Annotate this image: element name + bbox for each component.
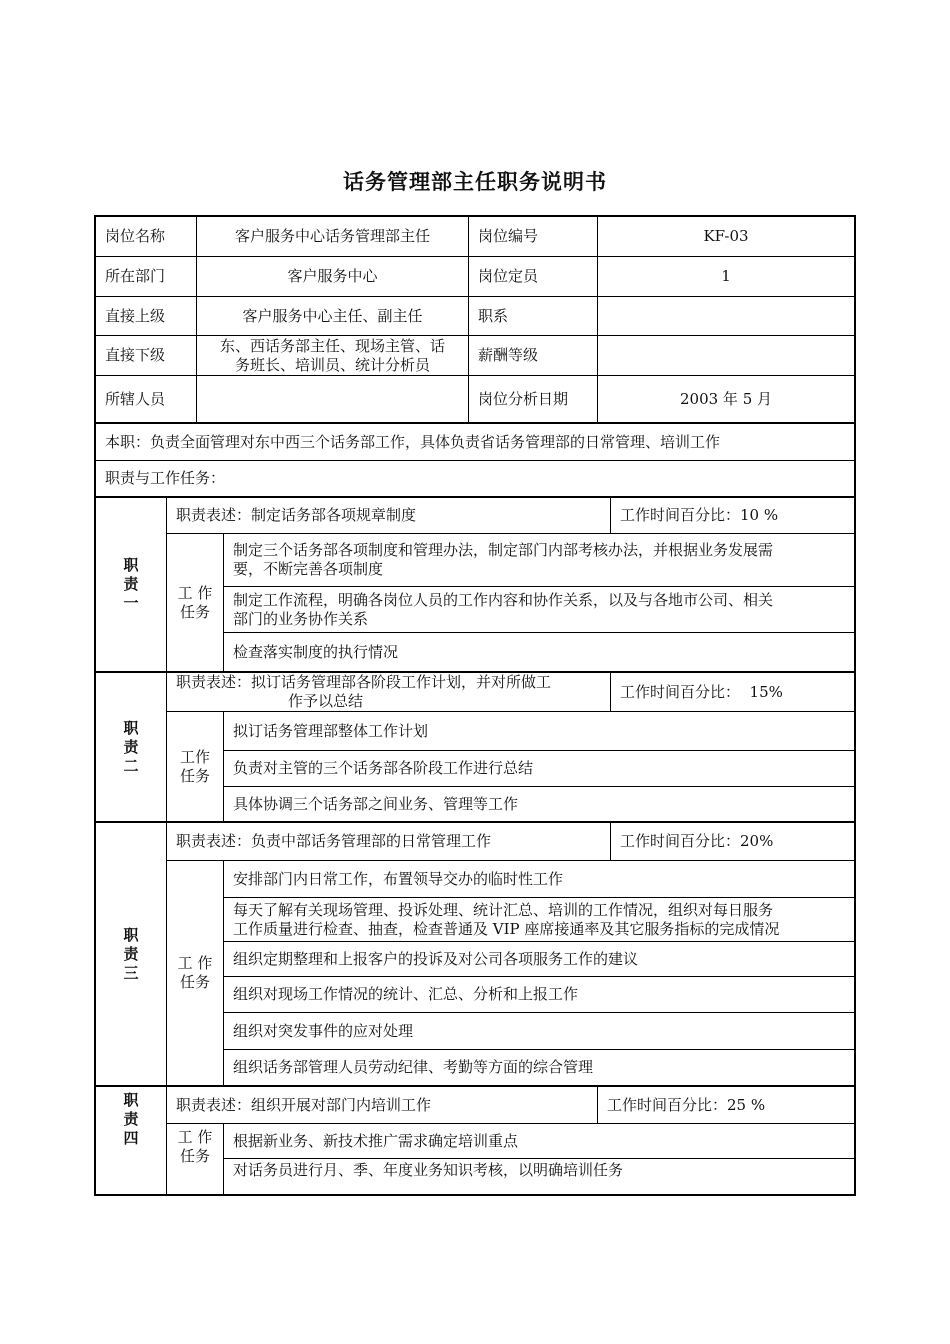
duty-2-task-3: 具体协调三个话务部之间业务、管理等工作 <box>233 794 519 813</box>
duty-3-task-label: 工 作 任务 <box>177 954 213 991</box>
value-position-name: 客户服务中心话务管理部主任 <box>234 227 430 245</box>
label-position-code: 岗位编号 <box>478 227 539 245</box>
value-salary-grade <box>598 336 854 375</box>
duty-3-desc: 职责表述：负责中部话务管理部的日常管理工作 <box>176 832 492 850</box>
duty-2-pct: 工作时间百分比： 15% <box>620 682 783 701</box>
duty-1-task-1: 制定三个话务部各项制度和管理办法，制定部门内部考核办法，并根据业务发展需 要，不断完善各项制度 <box>233 541 774 578</box>
duty-4-label: 职 责 四 <box>123 1090 139 1147</box>
duty-2-task-2: 负责对主管的三个话务部各阶段工作进行总结 <box>233 759 534 777</box>
value-subordinates <box>197 336 468 375</box>
label-headcount: 岗位定员 <box>478 267 539 285</box>
duty-2-desc: 职责表述：拟订话务管理部各阶段工作计划，并对所做工 作予以总结 <box>176 673 552 710</box>
label-department: 所在部门 <box>105 267 166 285</box>
duty-4-task-1: 根据新业务、新技术推广需求确定培训重点 <box>233 1131 519 1150</box>
value-staff <box>197 376 468 422</box>
duty-1-pct: 工作时间百分比：10 % <box>620 506 779 524</box>
duty-2-label: 职 责 二 <box>123 718 139 775</box>
subordinates-line-1: 东、西话务部主任、现场主管、话 <box>219 336 445 355</box>
duty-1-desc: 职责表述：制定话务部各项规章制度 <box>176 506 417 524</box>
duty-1-label: 职 责 一 <box>123 556 139 612</box>
duty-3-task-4: 组织对现场工作情况的统计、汇总、分析和上报工作 <box>233 985 579 1003</box>
label-staff: 所辖人员 <box>105 389 166 408</box>
value-superior: 客户服务中心主任、副主任 <box>242 306 423 325</box>
duty-4-task-2: 对话务员进行月、季、年度业务知识考核，以明确培训任务 <box>233 1161 624 1179</box>
duty-1-task-2: 制定工作流程，明确各岗位人员的工作内容和协作关系，以及与各地市公司、相关 部门的业务协作关系 <box>233 590 774 628</box>
duty-4-desc: 职责表述：组织开展对部门内培训工作 <box>176 1095 432 1114</box>
value-headcount: 1 <box>721 267 731 285</box>
value-analysis-date: 2003 年 5 月 <box>679 389 773 408</box>
page-title: 话务管理部主任职务说明书 <box>343 169 607 194</box>
label-analysis-date: 岗位分析日期 <box>478 389 569 408</box>
label-position-name: 岗位名称 <box>105 227 166 245</box>
duty-3-task-5: 组织对突发事件的应对处理 <box>233 1021 414 1040</box>
value-department: 客户服务中心 <box>287 267 378 285</box>
value-job-family <box>598 297 854 335</box>
label-superior: 直接上级 <box>105 306 166 325</box>
label-job-family: 职系 <box>478 306 509 325</box>
duty-3-task-3: 组织定期整理和上报客户的投诉及对公司各项服务工作的建议 <box>233 949 639 968</box>
core-duty: 本职：负责全面管理对东中西三个话务部工作，具体负责省话务管理部的日常管理、培训工作 <box>105 432 721 451</box>
label-salary-grade: 薪酬等级 <box>478 346 539 364</box>
duty-3-task-6: 组织话务部管理人员劳动纪律、考勤等方面的综合管理 <box>233 1058 594 1076</box>
duty-2-task-label: 工作 任务 <box>179 747 210 785</box>
duty-3-label: 职 责 三 <box>123 925 139 982</box>
duty-2-task-1: 拟订话务管理部整体工作计划 <box>233 721 429 740</box>
duty-3-task-2: 每天了解有关现场管理、投诉处理、统计汇总、培训的工作情况，组织对每日服务 工作质量进行检查、抽查，检查普通及 VIP 座席接通率及其它服务指标的完成情况 <box>233 900 780 938</box>
duty-4-task-label: 工 作 任务 <box>177 1128 213 1165</box>
duties-heading: 职责与工作任务： <box>105 469 226 487</box>
duty-3-task-1: 安排部门内日常工作，布置领导交办的临时性工作 <box>233 869 564 888</box>
duty-4-pct: 工作时间百分比：25 % <box>607 1095 766 1114</box>
value-position-code: KF-03 <box>703 227 749 245</box>
duty-1-task-label: 工 作 任务 <box>177 583 213 621</box>
duty-1-task-3: 检查落实制度的执行情况 <box>233 642 399 661</box>
subordinates-line-2: 务班长、培训员、统计分析员 <box>234 355 430 374</box>
label-subordinates: 直接下级 <box>105 346 166 364</box>
duty-3-pct: 工作时间百分比：20% <box>620 832 774 850</box>
